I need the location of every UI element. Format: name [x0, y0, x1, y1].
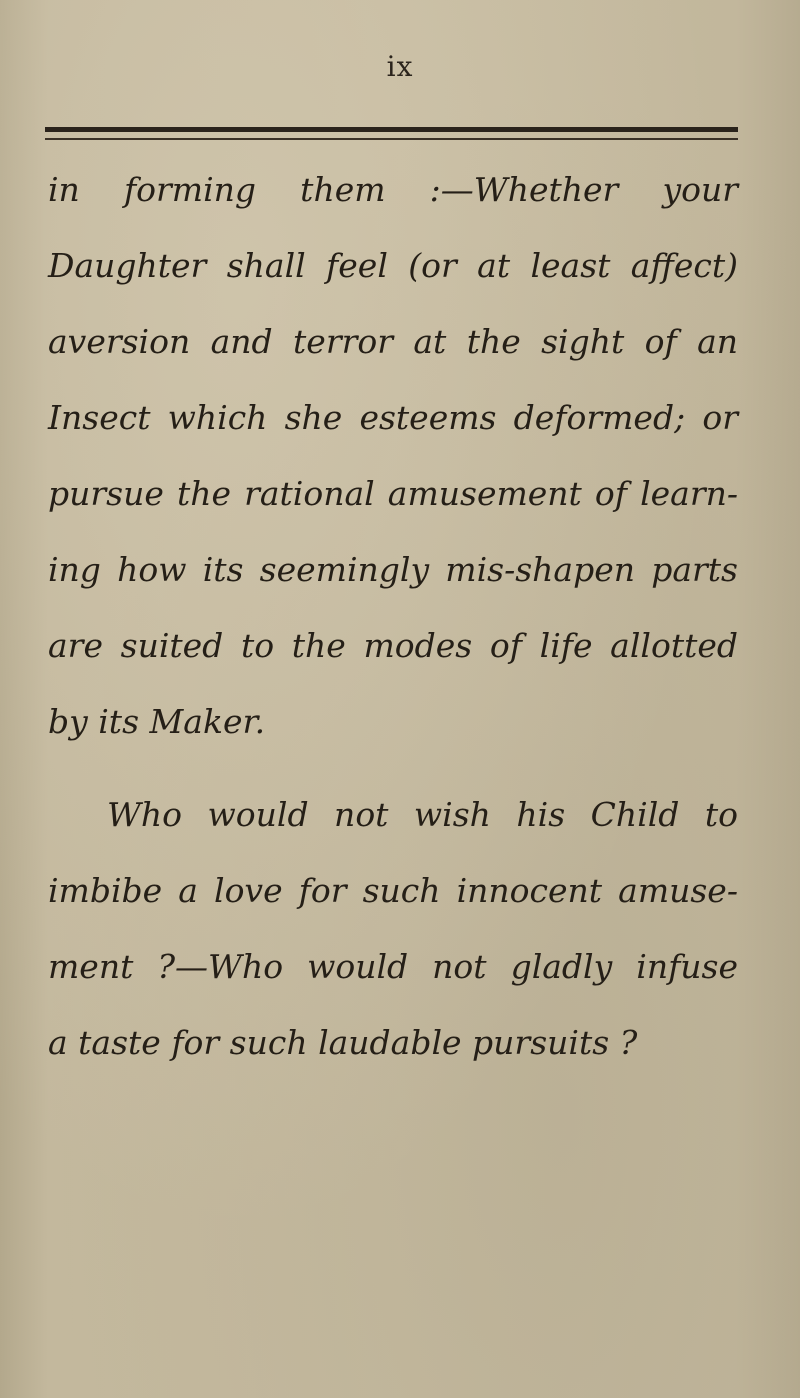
page-number: ix	[386, 50, 414, 83]
text-line: pursue the rational amusement of learn-	[48, 474, 738, 513]
text-line: Daughter shall feel (or at least affect)	[48, 246, 738, 285]
text-line: ing how its seemingly mis-shapen parts	[48, 550, 738, 589]
text-line: ment ?—Who would not gladly infuse	[48, 947, 738, 986]
text-line: Insect which she esteems deformed; or	[48, 398, 738, 437]
text-line: Who would not wish his Child to	[107, 795, 738, 834]
text-line: aversion and terror at the sight of an	[48, 322, 738, 361]
text-line: imbibe a love for such innocent amuse-	[48, 871, 738, 910]
header-rule-thick	[45, 127, 738, 132]
text-line: a taste for such laudable pursuits ?	[48, 1023, 638, 1062]
text-line: in forming them :—Whether your	[48, 170, 738, 209]
text-line: by its Maker.	[48, 702, 266, 741]
text-line: are suited to the modes of life allotted	[48, 626, 738, 665]
header-rule-thin	[45, 138, 738, 140]
